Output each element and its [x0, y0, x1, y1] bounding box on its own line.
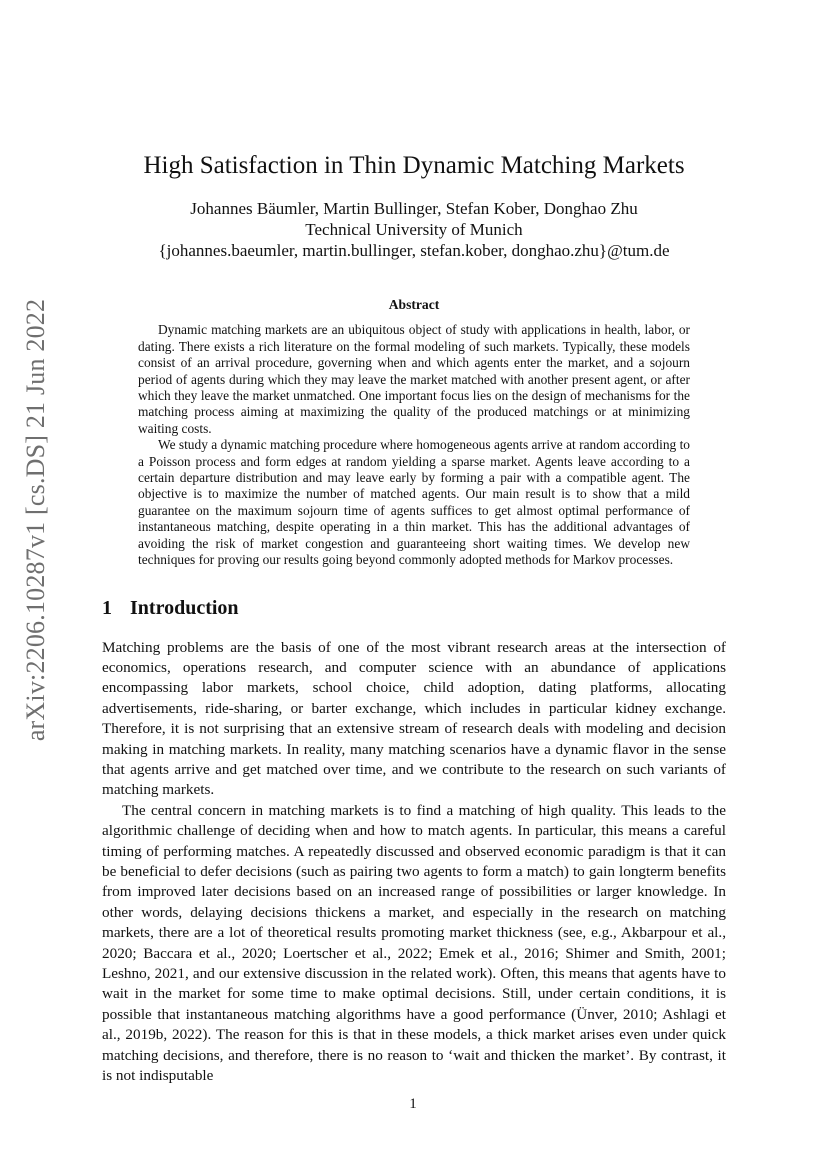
- page-number: 1: [409, 1096, 417, 1112]
- abstract-paragraph: Dynamic matching markets are an ubiquitous object of study with applications in health, labor, or dating. There exists a rich literature on the formal modeling of such markets. Typically, these models consist of an arrival procedure, governing when and which agents enter the market, and a sojourn period of agents during which they may leave the market matched with another present agent, or after which they leave the market unmatched. One important focus lies on the design of mechanisms for the matching process aiming at maximizing the quality of the produced matchings or at minimizing waiting costs.: [138, 322, 690, 436]
- author-affiliation: Technical University of Munich: [305, 220, 523, 239]
- author-names: Johannes Bäumler, Martin Bullinger, Stefan Kober, Donghao Zhu: [190, 199, 638, 218]
- paper-page: [102, 150, 726, 1086]
- arxiv-identifier: arXiv:2206.10287v1 [cs.DS] 21 Jun 2022: [21, 298, 50, 742]
- body-paragraph: Matching problems are the basis of one of the most vibrant research areas at the intersection of economics, operations research, and computer science with an abundance of applications encompassing labor markets, school choice, child adoption, dating platforms, allocating advertisements, ride-sharing, or barter exchange, which includes in particular kidney exchange. Therefore, it is not surprising that an extensive stream of research deals with modeling and decision making in matching markets. In reality, many matching scenarios have a dynamic flavor in the sense that agents arrive and get matched over time, and we contribute to the research on such variants of matching markets.: [102, 638, 726, 799]
- arxiv-sidebar: [14, 298, 58, 742]
- paper-title: High Satisfaction in Thin Dynamic Matching Markets: [143, 152, 685, 179]
- abstract: [138, 297, 690, 569]
- section-heading: [102, 597, 726, 620]
- author-block: [102, 198, 726, 261]
- section-title: Introduction: [130, 596, 239, 619]
- abstract-heading: Abstract: [388, 297, 440, 312]
- section-number: 1: [102, 596, 112, 619]
- introduction-body: [102, 638, 726, 1087]
- author-emails: {johannes.baeumler, martin.bullinger, stefan.kober, donghao.zhu}@tum.de: [158, 241, 670, 260]
- body-paragraph: The central concern in matching markets is to find a matching of high quality. This leads to the algorithmic challenge of deciding when and how to match agents. In particular, this means a careful timing of performing matches. A repeatedly discussed and observed economic paradigm is that it can be beneficial to defer decisions (such as pairing two agents to form a match) to gain longterm benefits from improved later decisions based on an increased range of possibilities or larger knowledge. In other words, delaying decisions thickens a market, and especially in the research on matching markets, there are a lot of theoretical results promoting market thickness (see, e.g., Akbarpour et al., 2020; Baccara et al., 2020; Loertscher et al., 2022; Emek et al., 2016; Shimer and Smith, 2001; Leshno, 2021, and our extensive discussion in the related work). Often, this means that agents have to wait in the market for some time to make optimal decisions. Still, under certain conditions, it is possible that instantaneous matching algorithms have a good performance (Ünver, 2010; Ashlagi et al., 2019b, 2022). The reason for this is that in these models, a thick market arises even under quick matching decisions, and therefore, there is no reason to ‘wait and thicken the market’. By contrast, it is not indisputable: [102, 801, 726, 1085]
- abstract-paragraph: We study a dynamic matching procedure where homogeneous agents arrive at random according to a Poisson process and form edges at random yielding a sparse market. Agents leave according to a certain departure distribution and may leave early by forming a pair with a compatible agent. The objective is to maximize the number of matched agents. Our main result is to show that a mild guarantee on the maximum sojourn time of agents suffices to get almost optimal performance of instantaneous matching, despite operating in a thin market. This has the additional advantages of avoiding the risk of market congestion and guaranteeing short waiting times. We develop new techniques for proving our results going beyond commonly adopted methods for Markov processes.: [138, 437, 690, 568]
